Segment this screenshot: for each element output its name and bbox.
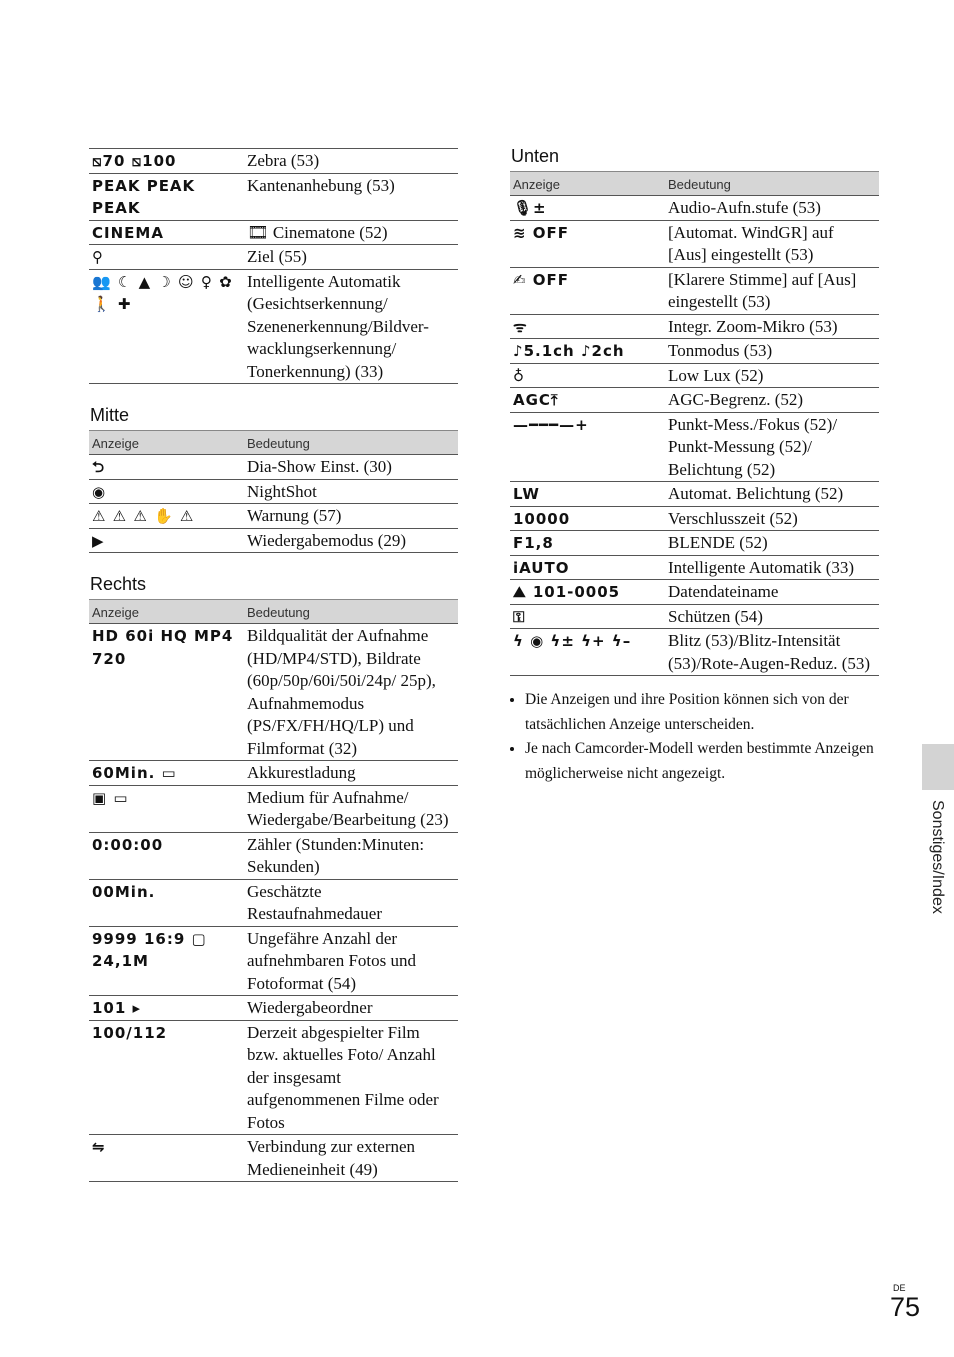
indicator-meaning: Tonmodus (53) xyxy=(665,339,879,364)
indicator-icon: 60Min. ▭ xyxy=(89,761,244,786)
indicator-icon: 00Min. xyxy=(89,879,244,926)
side-section-label: Sonstiges/Index xyxy=(929,800,946,914)
indicator-icon: 100/112 xyxy=(89,1020,244,1135)
indicator-icon: ⇋ xyxy=(89,1135,244,1182)
table-row xyxy=(89,528,458,553)
table-row xyxy=(510,629,879,676)
indicator-icon: 10000 xyxy=(510,506,665,531)
right-column xyxy=(510,145,879,786)
section-title-unten: Unten xyxy=(511,146,560,166)
table-row xyxy=(510,267,879,314)
table-row xyxy=(89,479,458,504)
indicator-meaning: BLENDE (52) xyxy=(665,531,879,556)
indicator-meaning: AGC-Begrenz. (52) xyxy=(665,388,879,413)
indicator-meaning: Bildqualität der Aufnahme (HD/MP4/STD), Bildrate (60p/50p/60i/50i/24p/ 25p), Aufnahmemodus (PS/FX/FH/HQ/LP) und Filmformat (32) xyxy=(244,624,458,761)
indicator-meaning: Wiedergabemodus (29) xyxy=(244,528,458,553)
top-indicator-table xyxy=(89,148,458,384)
indicator-icon: ≋ OFF xyxy=(510,220,665,267)
indicator-icon: CINEMA xyxy=(89,220,244,245)
indicator-meaning: Dia-Show Einst. (30) xyxy=(244,455,458,480)
indicator-meaning: Intelligente Automatik (33) xyxy=(665,555,879,580)
indicator-meaning: Zebra (53) xyxy=(244,149,458,174)
column-header-bedeutung: Bedeutung xyxy=(244,600,458,624)
indicator-icon: HD 60i HQ MP4 720 xyxy=(89,624,244,761)
page-number: 75 xyxy=(890,1292,921,1322)
indicator-meaning: Kantenanhebung (53) xyxy=(244,173,458,220)
indicator-icon: ᯤ xyxy=(510,314,665,339)
column-header-bedeutung: Bedeutung xyxy=(244,431,458,455)
indicator-meaning: Ziel (55) xyxy=(244,245,458,270)
note-item: • Je nach Camcorder-Modell werden bestimmte Anzeigen möglicherweise nicht angezeigt. xyxy=(525,737,879,786)
indicator-icon: PEAK PEAK PEAK xyxy=(89,173,244,220)
table-row xyxy=(510,604,879,629)
table-row xyxy=(510,196,879,221)
table-row xyxy=(510,482,879,507)
column-header-bedeutung: Bedeutung xyxy=(665,172,879,196)
indicator-icon: 0:00:00 xyxy=(89,832,244,879)
table-row xyxy=(89,996,458,1021)
column-header-anzeige: Anzeige xyxy=(89,600,244,624)
unten-table xyxy=(510,171,879,676)
indicator-icon: 🎙± xyxy=(510,196,665,221)
indicator-icon: iAUTO xyxy=(510,555,665,580)
indicator-meaning: Geschätzte Restaufnahmedauer xyxy=(244,879,458,926)
mitte-table xyxy=(89,430,458,553)
indicator-meaning: Schützen (54) xyxy=(665,604,879,629)
indicator-meaning: Ungefähre Anzahl der aufnehmbaren Fotos und Fotoformat (54) xyxy=(244,926,458,996)
indicator-meaning: Automat. Belichtung (52) xyxy=(665,482,879,507)
section-title-mitte: Mitte xyxy=(90,405,130,425)
table-row xyxy=(89,1020,458,1135)
table-row xyxy=(89,220,458,245)
indicator-icon: ⧅70 ⧅100 xyxy=(89,149,244,174)
table-row xyxy=(89,832,458,879)
indicator-icon: ⚿ xyxy=(510,604,665,629)
table-row xyxy=(510,580,879,605)
indicator-icon: —━━━—+ xyxy=(510,412,665,482)
language-code: DE xyxy=(893,1283,906,1293)
indicator-meaning: [Klarere Stimme] auf [Aus] eingestellt (53) xyxy=(665,267,879,314)
table-row xyxy=(89,785,458,832)
table-row xyxy=(510,506,879,531)
indicator-icon: 9999 16:9 ▢ 24,1M xyxy=(89,926,244,996)
indicator-icon: ◉ xyxy=(89,479,244,504)
indicator-meaning: Akkurestladung xyxy=(244,761,458,786)
table-row xyxy=(89,879,458,926)
indicator-meaning: Verschlusszeit (52) xyxy=(665,506,879,531)
indicator-icon: ⚠ ⚠ ⚠ ✋ ⚠ xyxy=(89,504,244,529)
table-row xyxy=(89,761,458,786)
column-header-anzeige: Anzeige xyxy=(510,172,665,196)
note-item: • Die Anzeigen und ihre Position können sich von der tatsächlichen Anzeige unterscheiden. xyxy=(525,688,879,737)
table-row xyxy=(89,1135,458,1182)
table-row xyxy=(510,555,879,580)
indicator-icon: ⚲ xyxy=(89,245,244,270)
table-row xyxy=(89,245,458,270)
left-column xyxy=(89,148,458,1182)
indicator-meaning: [Automat. WindGR] auf [Aus] eingestellt (53) xyxy=(665,220,879,267)
indicator-icon: AGC⤒ xyxy=(510,388,665,413)
rechts-table xyxy=(89,599,458,1182)
indicator-meaning: NightShot xyxy=(244,479,458,504)
indicator-meaning: Blitz (53)/Blitz-Intensität (53)/Rote-Augen-Reduz. (53) xyxy=(665,629,879,676)
indicator-meaning: Intelligente Automatik (Gesichtserkennung/ Szenenerkennung/Bildver-wacklungserkennung/ Tonerkennung) (33) xyxy=(244,269,458,384)
section-title-rechts: Rechts xyxy=(90,574,147,594)
indicator-meaning: Punkt-Mess./Fokus (52)/ Punkt-Messung (52)/ Belichtung (52) xyxy=(665,412,879,482)
indicator-icon: ⮌ xyxy=(89,455,244,480)
indicator-icon: LW xyxy=(510,482,665,507)
indicator-icon: ▶ xyxy=(89,528,244,553)
indicator-icon: ⛰ 101-0005 xyxy=(510,580,665,605)
table-row xyxy=(89,455,458,480)
table-row xyxy=(89,269,458,384)
table-row xyxy=(510,314,879,339)
table-row xyxy=(510,388,879,413)
indicator-meaning: Warnung (57) xyxy=(244,504,458,529)
indicator-meaning: Datendateiname xyxy=(665,580,879,605)
indicator-meaning: Derzeit abgespielter Film bzw. aktuelles Foto/ Anzahl der insgesamt aufgenommenen Filme oder Fotos xyxy=(244,1020,458,1135)
indicator-meaning: Verbindung zur externen Medieneinheit (49) xyxy=(244,1135,458,1182)
indicator-icon: ✍ OFF xyxy=(510,267,665,314)
section-tab-marker xyxy=(922,744,954,790)
table-row xyxy=(510,339,879,364)
indicator-meaning: 🎞 Cinematone (52) xyxy=(244,220,458,245)
table-row xyxy=(510,363,879,388)
table-row xyxy=(510,220,879,267)
indicator-meaning: Low Lux (52) xyxy=(665,363,879,388)
indicator-icon: ♁ xyxy=(510,363,665,388)
table-row xyxy=(510,531,879,556)
indicator-icon: ▣ ▭ xyxy=(89,785,244,832)
indicator-icon: 101 ▸ xyxy=(89,996,244,1021)
indicator-icon: F1,8 xyxy=(510,531,665,556)
table-row xyxy=(89,504,458,529)
table-row xyxy=(89,173,458,220)
notes-list xyxy=(510,688,879,786)
indicator-meaning: Integr. Zoom-Mikro (53) xyxy=(665,314,879,339)
indicator-meaning: Wiedergabeordner xyxy=(244,996,458,1021)
indicator-icon: ϟ ◉ ϟ± ϟ+ ϟ– xyxy=(510,629,665,676)
table-row xyxy=(89,149,458,174)
indicator-meaning: Audio-Aufn.stufe (53) xyxy=(665,196,879,221)
column-header-anzeige: Anzeige xyxy=(89,431,244,455)
indicator-icon: ♪5.1ch ♪2ch xyxy=(510,339,665,364)
table-row xyxy=(510,412,879,482)
table-row xyxy=(89,926,458,996)
table-row xyxy=(89,624,458,761)
indicator-meaning: Medium für Aufnahme/ Wiedergabe/Bearbeitung (23) xyxy=(244,785,458,832)
indicator-meaning: Zähler (Stunden:Minuten: Sekunden) xyxy=(244,832,458,879)
indicator-icon: 👥 ☾ ▲ ☽ ☺ ♀ ✿ 🚶 ✚ xyxy=(89,269,244,384)
